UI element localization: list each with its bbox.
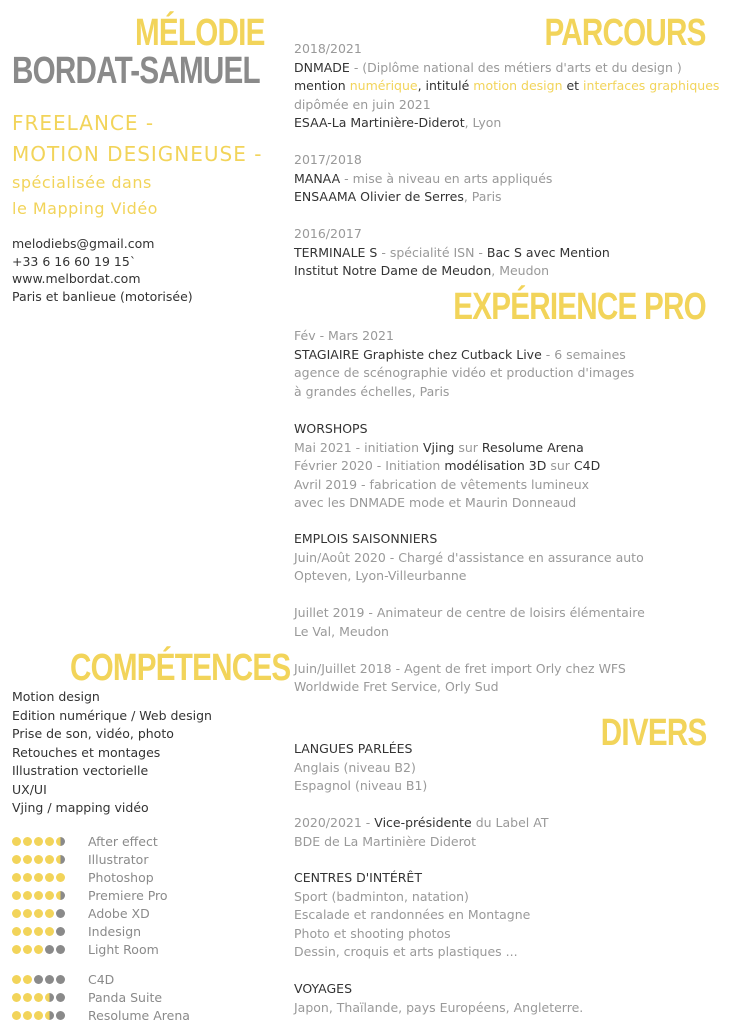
bde-role: Vice-présidente <box>374 815 472 830</box>
rating-dot <box>56 909 65 918</box>
rating-dots <box>12 945 88 954</box>
rating-dots <box>12 975 88 984</box>
role-line-1: FREELANCE - <box>12 111 155 135</box>
workshop-line: Avril 2019 - fabrication de vêtements lumineux <box>294 476 590 492</box>
divers-travel <box>294 980 583 1017</box>
workshop-topic: modélisation 3D <box>444 458 547 473</box>
software-name: Photoshop <box>88 869 154 885</box>
workshop-sep: sur <box>454 439 482 455</box>
internship-desc-2: à grandes échelles, Paris <box>294 383 450 399</box>
rating-dot <box>23 837 32 846</box>
skill-item: Retouches et montages <box>12 744 161 760</box>
rating-dot <box>56 975 65 984</box>
phone[interactable]: +33 6 16 60 19 15` <box>12 253 137 269</box>
interest-line: Photo et shooting photos <box>294 925 451 941</box>
language-line: Espagnol (niveau B1) <box>294 778 428 793</box>
rating-dot <box>45 909 54 918</box>
rating-dots <box>12 927 88 936</box>
internship-duration: - 6 semaines <box>541 346 626 362</box>
rating-dot <box>12 873 21 882</box>
school-city: , Lyon <box>464 115 502 130</box>
rating-dot <box>56 1011 65 1020</box>
experience-seasonal <box>294 530 645 697</box>
workshop-tool: Resolume Arena <box>481 439 584 455</box>
software-name: Illustrator <box>88 851 149 867</box>
software-rating-row <box>12 850 148 868</box>
internship-role: STAGIAIRE Graphiste chez Cutback Live <box>294 346 542 362</box>
bde-year: 2020/2021 - <box>294 815 375 830</box>
school-city: , Paris <box>463 189 502 204</box>
software-name: Light Room <box>88 941 159 957</box>
rating-dots <box>12 855 88 864</box>
rating-dot <box>23 993 32 1002</box>
software-rating-row <box>12 904 150 922</box>
job-line: Opteven, Lyon-Villeurbanne <box>294 568 467 583</box>
rating-dot <box>34 909 43 918</box>
workshop-line: avec les DNMADE mode et Maurin Donneaud <box>294 495 577 510</box>
entry-year: 2018/2021 <box>294 41 362 56</box>
rating-dot <box>23 1011 32 1020</box>
skills-list <box>12 688 212 818</box>
email[interactable]: melodiebs@gmail.com <box>12 236 155 251</box>
rating-dots <box>12 993 88 1002</box>
school-name: ENSAAMA Olivier de Serres <box>294 189 464 204</box>
workshop-date: Mai 2021 - initiation <box>294 439 423 455</box>
bac-mention: Bac S avec Mention <box>486 244 610 260</box>
rating-dot <box>56 837 65 846</box>
specialty-line-1: spécialisée dans <box>12 173 152 192</box>
software-name: Panda Suite <box>88 989 163 1005</box>
section-heading: VOYAGES <box>294 981 353 996</box>
parcours-entry-2 <box>294 151 552 207</box>
bde-org: BDE de La Martinière Diderot <box>294 833 476 849</box>
rating-dot <box>45 975 54 984</box>
rating-dot <box>12 891 21 900</box>
degree-desc: - mise à niveau en arts appliqués <box>340 170 553 186</box>
travel-line: Japon, Thaïlande, pays Européens, Angleterre. <box>294 999 584 1015</box>
interest-line: Sport (badminton, natation) <box>294 888 469 904</box>
rating-dot <box>56 945 65 954</box>
skill-item: Vjing / mapping vidéo <box>12 800 149 815</box>
software-rating-row <box>12 868 154 886</box>
skill-item: UX/UI <box>12 781 47 797</box>
rating-dot <box>12 993 21 1002</box>
divers-bde <box>294 814 548 851</box>
rating-dot <box>34 975 43 984</box>
rating-dot <box>56 891 65 900</box>
software-rating-row <box>12 970 114 988</box>
school-name: ESAA-La Martinière-Diderot <box>294 115 465 130</box>
job-line: Worldwide Fret Service, Orly Sud <box>294 679 499 694</box>
degree-name: MANAA <box>294 170 341 186</box>
rating-dot <box>34 855 43 864</box>
rating-dot <box>12 975 21 984</box>
software-name: Resolume Arena <box>88 1007 190 1023</box>
rating-dot <box>34 837 43 846</box>
rating-dot <box>23 945 32 954</box>
rating-dot <box>12 927 21 936</box>
website-link[interactable]: www.melbordat.com <box>12 271 141 286</box>
divers-languages <box>294 740 427 796</box>
rating-dot <box>23 873 32 882</box>
last-name: BORDAT-SAMUEL <box>12 50 260 92</box>
interest-line: Escalade et randonnées en Montagne <box>294 907 531 922</box>
divers-interests <box>294 869 530 962</box>
school-city: , Meudon <box>491 263 550 278</box>
location: Paris et banlieue (motorisée) <box>12 288 193 304</box>
experience-workshops <box>294 420 600 513</box>
mention-and: et <box>562 78 584 93</box>
software-name: Indesign <box>88 923 142 939</box>
rating-dot <box>56 927 65 936</box>
job-line: Juin/Août 2020 - Chargé d'assistance en assurance auto <box>294 549 644 565</box>
workshop-tool: C4D <box>573 458 601 473</box>
rating-dot <box>34 993 43 1002</box>
degree-desc: - spécialité ISN - <box>377 244 487 260</box>
rating-dot <box>23 909 32 918</box>
software-rating-row <box>12 886 168 904</box>
entry-year: 2017/2018 <box>294 152 362 167</box>
experience-title: EXPÉRIENCE PRO <box>453 286 706 328</box>
tagline <box>12 108 262 222</box>
rating-dot <box>12 945 21 954</box>
internship-desc-1: agence de scénographie vidéo et production d'images <box>294 365 635 380</box>
rating-dot <box>45 993 54 1002</box>
rating-dot <box>45 945 54 954</box>
workshop-sep: sur <box>546 458 574 473</box>
software-rating-row <box>12 940 159 958</box>
skill-item: Prise de son, vidéo, photo <box>12 726 174 741</box>
role-line-2: MOTION DESIGNEUSE - <box>12 142 263 166</box>
rating-dot <box>12 1011 21 1020</box>
rating-dot <box>34 945 43 954</box>
mention-interfaces: interfaces graphiques <box>583 78 720 93</box>
rating-dot <box>12 855 21 864</box>
rating-dot <box>56 855 65 864</box>
rating-dot <box>34 891 43 900</box>
mention-numerique: numérique <box>349 78 418 93</box>
skill-item: Illustration vectorielle <box>12 763 149 778</box>
rating-dots <box>12 1011 88 1020</box>
rating-dot <box>23 855 32 864</box>
graduation-date: dipômée en juin 2021 <box>294 96 431 112</box>
rating-dot <box>34 927 43 936</box>
software-name: Premiere Pro <box>88 887 168 903</box>
divers-title: DIVERS <box>600 712 706 754</box>
rating-dots <box>12 909 88 918</box>
rating-dot <box>45 837 54 846</box>
skill-item: Edition numérique / Web design <box>12 707 212 723</box>
rating-dot <box>45 891 54 900</box>
parcours-entry-1 <box>294 40 719 133</box>
bde-label: du Label AT <box>471 815 549 830</box>
parcours-title: PARCOURS <box>544 12 706 54</box>
rating-dot <box>45 927 54 936</box>
rating-dot <box>12 837 21 846</box>
parcours-entry-3 <box>294 225 610 281</box>
rating-dot <box>45 1011 54 1020</box>
section-heading: EMPLOIS SAISONNIERS <box>294 531 438 546</box>
software-rating-row <box>12 832 158 850</box>
language-line: Anglais (niveau B2) <box>294 759 416 775</box>
software-rating-row <box>12 922 141 940</box>
first-name: MÉLODIE <box>135 12 265 54</box>
mention-motion: motion design <box>473 78 563 93</box>
rating-dot <box>23 975 32 984</box>
software-name: After effect <box>88 833 158 849</box>
software-rating-row <box>12 1006 190 1024</box>
section-heading: WORSHOPS <box>294 421 368 436</box>
job-line: Le Val, Meudon <box>294 623 389 639</box>
section-heading: LANGUES PARLÉES <box>294 741 413 756</box>
contact-block <box>12 235 193 305</box>
rating-dot <box>45 855 54 864</box>
rating-dot <box>23 891 32 900</box>
rating-dot <box>34 873 43 882</box>
rating-dot <box>23 927 32 936</box>
school-name: Institut Notre Dame de Meudon <box>294 263 492 278</box>
software-rating-row <box>12 988 162 1006</box>
skill-item: Motion design <box>12 689 100 704</box>
rating-dot <box>12 909 21 918</box>
competences-title: COMPÉTENCES <box>70 647 291 689</box>
rating-dots <box>12 891 88 900</box>
rating-dot <box>56 993 65 1002</box>
mention-text-2: , intitulé <box>417 78 474 93</box>
interest-line: Dessin, croquis et arts plastiques ... <box>294 944 518 959</box>
mention-text: mention <box>294 78 350 93</box>
experience-internship <box>294 327 634 401</box>
rating-dots <box>12 837 88 846</box>
degree-desc: - (Diplôme national des métiers d'arts et du design ) <box>349 59 682 75</box>
rating-dot <box>56 873 65 882</box>
rating-dots <box>12 873 88 882</box>
job-line: Juillet 2019 - Animateur de centre de loisirs élémentaire <box>294 605 645 620</box>
degree-name: DNMADE <box>294 59 350 75</box>
software-name: Adobe XD <box>88 905 150 921</box>
section-heading: CENTRES D'INTÉRÊT <box>294 870 422 885</box>
workshop-date: Février 2020 - Initiation <box>294 458 445 473</box>
workshop-topic: Vjing <box>422 439 455 455</box>
degree-name: TERMINALE S <box>294 244 378 260</box>
rating-dot <box>45 873 54 882</box>
software-name: C4D <box>88 971 115 987</box>
job-line: Juin/Juillet 2018 - Agent de fret import Orly chez WFS <box>294 660 626 676</box>
internship-date: Fév - Mars 2021 <box>294 328 394 343</box>
entry-year: 2016/2017 <box>294 226 362 241</box>
rating-dot <box>34 1011 43 1020</box>
specialty-line-2: le Mapping Vidéo <box>12 199 158 218</box>
